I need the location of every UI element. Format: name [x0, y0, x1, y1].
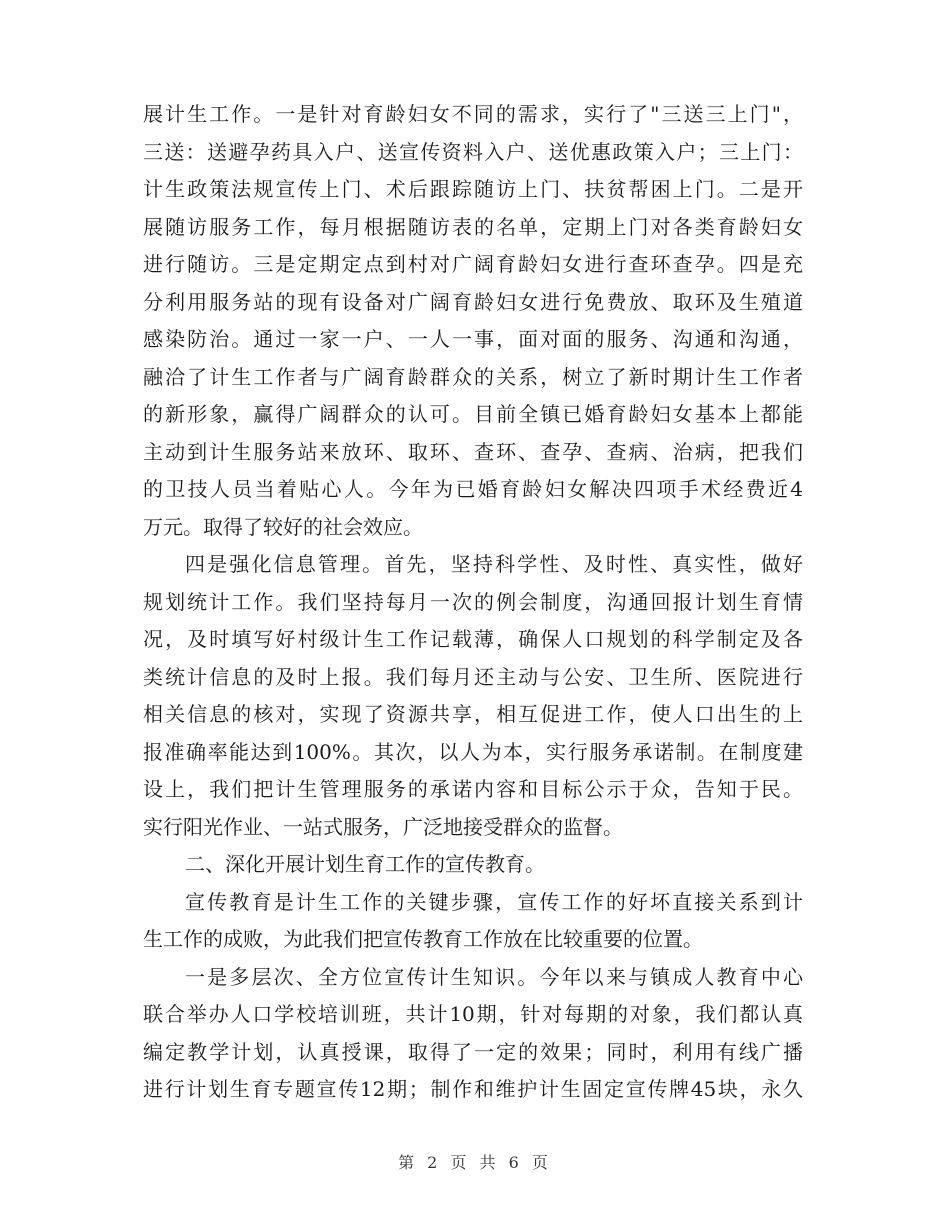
text-line: 编定教学计划，认真授课，取得了一定的效果；同时，利用有线广播: [143, 1039, 803, 1064]
text-line: 三送：送避孕药具入户、送宣传资料入户、送优惠政策入户；三上门：: [143, 139, 803, 164]
text-line: 宣传教育是计生工作的关键步骤，宣传工作的好坏直接关系到计: [185, 889, 803, 914]
text-line: 进行计划生育专题宣传12期；制作和维护计生固定宣传牌45块，永久: [143, 1077, 803, 1101]
text-line: 进行随访。三是定期定点到村对广阔育龄妇女进行查环查孕。四是充: [143, 252, 803, 276]
text-line: 展计生工作。一是针对育龄妇女不同的需求，实行了"三送三上门"，: [143, 102, 803, 126]
body-text: [143, 96, 803, 1109]
text-line: 联合举办人口学校培训班，共计10期，针对每期的对象，我们都认真: [143, 1002, 803, 1026]
text-line: 分利用服务站的现有设备对广阔育龄妇女进行免费放、取环及生殖道: [143, 289, 803, 314]
text-line: 四是强化信息管理。首先，坚持科学性、及时性、真实性，做好: [185, 552, 803, 576]
text-line: 相关信息的核对，实现了资源共享，相互促进工作，使人口出生的上: [143, 702, 803, 726]
text-line: 融洽了计生工作者与广阔育龄群众的关系，树立了新时期计生工作者: [143, 364, 803, 389]
text-line: 生工作的成败，为此我们把宣传教育工作放在比较重要的位置。: [143, 927, 703, 951]
page-number-footer: 第 2 页 共 6 页: [398, 1153, 552, 1172]
text-line: 的新形象，赢得广阔群众的认可。目前全镇已婚育龄妇女基本上都能: [143, 402, 803, 426]
text-line: 规划统计工作。我们坚持每月一次的例会制度，沟通回报计划生育情: [143, 589, 803, 614]
text-line: 主动到计生服务站来放环、取环、查环、查孕、查病、治病，把我们: [143, 439, 803, 464]
text-line: 实行阳光作业、一站式服务，广泛地接受群众的监督。: [143, 814, 623, 839]
text-line: 报准确率能达到100%。其次，以人为本，实行服务承诺制。在制度建: [143, 739, 803, 764]
text-line: 况，及时填写好村级计生工作记载薄，确保人口规划的科学制定及各: [143, 627, 803, 651]
text-line: 的卫技人员当着贴心人。今年为已婚育龄妇女解决四项手术经费近4: [143, 477, 803, 501]
text-line: 设上，我们把计生管理服务的承诺内容和目标公示于众，告知于民。: [143, 777, 803, 801]
text-line: 计生政策法规宣传上门、术后跟踪随访上门、扶贫帮困上门。二是开: [143, 177, 803, 201]
text-line: 万元。取得了较好的社会效应。: [143, 514, 423, 539]
text-line: 展随访服务工作，每月根据随访表的名单，定期上门对各类育龄妇女: [143, 214, 803, 239]
text-line: 一是多层次、全方位宣传计生知识。今年以来与镇成人教育中心: [185, 964, 803, 989]
text-line: 感染防治。通过一家一户、一人一事，面对面的服务、沟通和沟通，: [143, 327, 803, 351]
section-heading: 二、深化开展计划生育工作的宣传教育。: [185, 852, 545, 876]
text-line: 类统计信息的及时上报。我们每月还主动与公安、卫生所、医院进行: [143, 664, 803, 689]
